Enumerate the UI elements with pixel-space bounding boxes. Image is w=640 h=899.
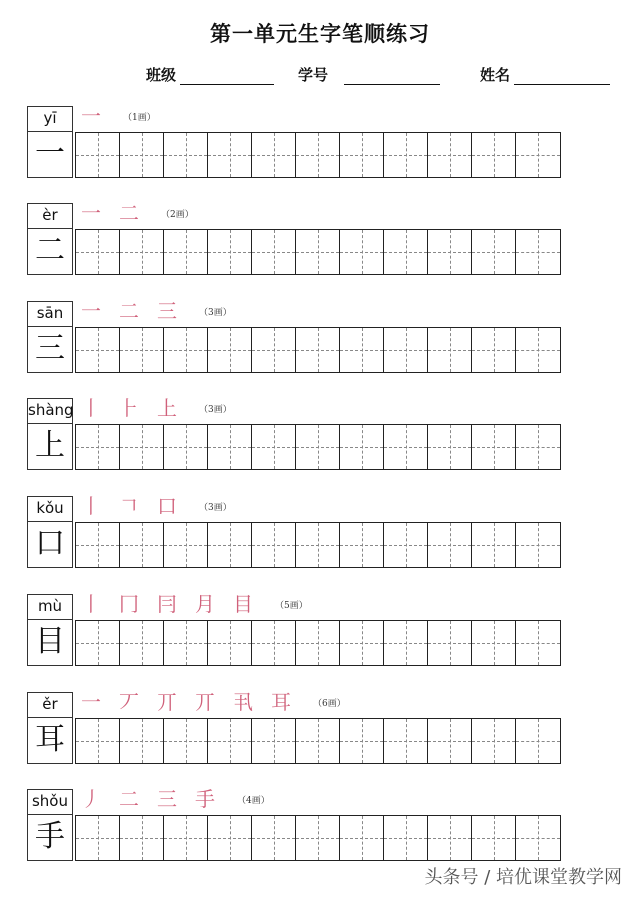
writing-box[interactable] [296, 328, 340, 372]
writing-box[interactable] [472, 816, 516, 860]
writing-box[interactable] [296, 425, 340, 469]
writing-grid [75, 229, 561, 275]
stroke-order [81, 690, 346, 716]
writing-box[interactable] [384, 719, 428, 763]
stroke-step: 丌 [157, 690, 177, 714]
stroke-step: 丨 [81, 494, 101, 518]
class-field [146, 64, 274, 85]
writing-box[interactable] [428, 230, 472, 274]
stroke-step: 二 [119, 201, 139, 225]
character: 耳 [35, 722, 65, 757]
writing-box[interactable] [384, 425, 428, 469]
stroke-step: 丨 [81, 396, 101, 420]
writing-box[interactable] [120, 230, 164, 274]
writing-box[interactable] [208, 816, 252, 860]
writing-box[interactable] [428, 133, 472, 177]
pinyin-label: èr [28, 204, 72, 229]
writing-box[interactable] [120, 621, 164, 665]
pinyin-label: yī [28, 107, 72, 132]
writing-box[interactable] [252, 816, 296, 860]
char-label-box [27, 789, 73, 861]
char-label-box [27, 106, 73, 178]
writing-box[interactable] [164, 719, 208, 763]
pinyin-label: shǒu [28, 790, 72, 815]
writing-box[interactable] [516, 425, 560, 469]
pinyin-label: sān [28, 302, 72, 327]
stroke-count: （2画） [161, 209, 194, 220]
writing-box[interactable] [340, 719, 384, 763]
stroke-count: （4画） [237, 795, 270, 806]
class-blank[interactable] [180, 68, 274, 85]
writing-box[interactable] [164, 816, 208, 860]
character: 一 [35, 136, 65, 171]
writing-box[interactable] [472, 328, 516, 372]
writing-box[interactable] [120, 719, 164, 763]
character: 目 [35, 624, 65, 659]
writing-box[interactable] [472, 719, 516, 763]
writing-box[interactable] [340, 816, 384, 860]
stroke-step: 丨 [81, 592, 101, 616]
writing-box[interactable] [208, 523, 252, 567]
stroke-step: 三 [157, 299, 177, 323]
writing-box[interactable] [428, 719, 472, 763]
writing-box[interactable] [76, 328, 120, 372]
writing-box[interactable] [472, 523, 516, 567]
writing-grid [75, 424, 561, 470]
page-title: 第一单元生字笔顺练习 [210, 21, 430, 46]
writing-box[interactable] [296, 523, 340, 567]
writing-box[interactable] [384, 523, 428, 567]
writing-box[interactable] [208, 425, 252, 469]
char-label-box [27, 301, 73, 373]
writing-box[interactable] [296, 133, 340, 177]
writing-box[interactable] [516, 523, 560, 567]
writing-box[interactable] [164, 328, 208, 372]
writing-box[interactable] [384, 133, 428, 177]
writing-box[interactable] [296, 816, 340, 860]
writing-box[interactable] [340, 425, 384, 469]
stroke-order [81, 396, 232, 422]
writing-box[interactable] [516, 816, 560, 860]
stroke-step: 一 [81, 201, 101, 225]
pinyin-label: ěr [28, 693, 72, 718]
writing-box[interactable] [384, 621, 428, 665]
writing-box[interactable] [208, 230, 252, 274]
writing-box[interactable] [164, 133, 208, 177]
writing-box[interactable] [208, 719, 252, 763]
writing-grid [75, 718, 561, 764]
writing-grid [75, 522, 561, 568]
writing-box[interactable] [384, 328, 428, 372]
writing-box[interactable] [120, 523, 164, 567]
pinyin-label: mù [28, 595, 72, 620]
writing-grid [75, 815, 561, 861]
stroke-step: 一 [81, 690, 101, 714]
writing-box[interactable] [120, 816, 164, 860]
writing-box[interactable] [428, 523, 472, 567]
writing-box[interactable] [472, 230, 516, 274]
char-label-box [27, 398, 73, 470]
stroke-step: ⺊ [119, 396, 139, 420]
stroke-step: 上 [157, 396, 177, 420]
name-field [480, 64, 610, 85]
writing-box[interactable] [252, 133, 296, 177]
pinyin-label: kǒu [28, 497, 72, 522]
writing-box[interactable] [76, 719, 120, 763]
writing-grid [75, 327, 561, 373]
stroke-order [81, 299, 232, 325]
char-label-box [27, 496, 73, 568]
writing-box[interactable] [208, 328, 252, 372]
class-label: 班级 [146, 66, 177, 84]
number-blank[interactable] [344, 68, 440, 85]
name-label: 姓名 [480, 66, 511, 84]
writing-grid [75, 132, 561, 178]
writing-box[interactable] [76, 230, 120, 274]
stroke-step: 耳 [271, 690, 291, 714]
stroke-order [81, 104, 156, 130]
writing-box[interactable] [340, 523, 384, 567]
writing-box[interactable] [516, 328, 560, 372]
writing-box[interactable] [516, 719, 560, 763]
character: 三 [35, 331, 65, 366]
stroke-count: （1画） [123, 112, 156, 123]
writing-box[interactable] [428, 328, 472, 372]
stroke-step: 二 [119, 787, 139, 811]
writing-box[interactable] [516, 133, 560, 177]
char-label-box [27, 203, 73, 275]
stroke-step: 手 [195, 787, 215, 811]
writing-box[interactable] [472, 621, 516, 665]
writing-box[interactable] [428, 621, 472, 665]
writing-grid [75, 620, 561, 666]
writing-box[interactable] [296, 230, 340, 274]
watermark: 头条号 / 培优课堂教学网 [424, 867, 622, 888]
stroke-order [81, 787, 270, 813]
writing-box[interactable] [296, 719, 340, 763]
writing-box[interactable] [76, 621, 120, 665]
writing-box[interactable] [76, 425, 120, 469]
writing-box[interactable] [164, 230, 208, 274]
stroke-count: （6画） [313, 698, 346, 709]
writing-box[interactable] [252, 719, 296, 763]
writing-box[interactable] [120, 425, 164, 469]
writing-box[interactable] [164, 523, 208, 567]
writing-box[interactable] [340, 621, 384, 665]
stroke-order [81, 592, 308, 618]
stroke-order [81, 201, 194, 227]
writing-box[interactable] [208, 621, 252, 665]
number-field [298, 64, 440, 85]
character: 二 [35, 233, 65, 268]
writing-box[interactable] [76, 133, 120, 177]
character: 口 [35, 526, 65, 561]
stroke-order [81, 494, 232, 520]
writing-box[interactable] [296, 621, 340, 665]
writing-box[interactable] [252, 523, 296, 567]
stroke-step: 目 [233, 592, 253, 616]
char-label-box [27, 692, 73, 764]
writing-box[interactable] [472, 425, 516, 469]
stroke-step: 月 [195, 592, 215, 616]
writing-box[interactable] [120, 328, 164, 372]
writing-box[interactable] [252, 425, 296, 469]
stroke-step: 二 [119, 299, 139, 323]
writing-box[interactable] [516, 621, 560, 665]
stroke-count: （3画） [199, 307, 232, 318]
writing-box[interactable] [164, 621, 208, 665]
stroke-step: 冃 [157, 592, 177, 616]
writing-box[interactable] [340, 133, 384, 177]
writing-box[interactable] [76, 816, 120, 860]
stroke-step: 口 [157, 494, 177, 518]
writing-box[interactable] [340, 328, 384, 372]
writing-box[interactable] [516, 230, 560, 274]
stroke-count: （3画） [199, 404, 232, 415]
character: 上 [35, 428, 65, 463]
stroke-step: 丌 [195, 690, 215, 714]
stroke-step: 三 [157, 787, 177, 811]
writing-box[interactable] [208, 133, 252, 177]
writing-box[interactable] [340, 230, 384, 274]
writing-box[interactable] [384, 230, 428, 274]
stroke-step: 一 [81, 299, 101, 323]
character: 手 [35, 819, 65, 854]
stroke-count: （5画） [275, 600, 308, 611]
writing-box[interactable] [252, 621, 296, 665]
stroke-step: 丿 [81, 787, 101, 811]
stroke-step: 丮 [233, 690, 253, 714]
name-blank[interactable] [514, 68, 610, 85]
writing-box[interactable] [252, 328, 296, 372]
stroke-step: 冂 [119, 592, 139, 616]
writing-box[interactable] [76, 523, 120, 567]
number-label: 学号 [298, 66, 329, 84]
writing-box[interactable] [252, 230, 296, 274]
stroke-step: 一 [81, 104, 101, 128]
writing-box[interactable] [428, 816, 472, 860]
stroke-step: 𠃍 [119, 494, 139, 518]
writing-box[interactable] [120, 133, 164, 177]
stroke-count: （3画） [199, 502, 232, 513]
char-label-box [27, 594, 73, 666]
stroke-step: 丆 [119, 690, 139, 714]
writing-box[interactable] [428, 425, 472, 469]
writing-box[interactable] [384, 816, 428, 860]
writing-box[interactable] [164, 425, 208, 469]
pinyin-label: shàng [28, 399, 72, 424]
writing-box[interactable] [472, 133, 516, 177]
